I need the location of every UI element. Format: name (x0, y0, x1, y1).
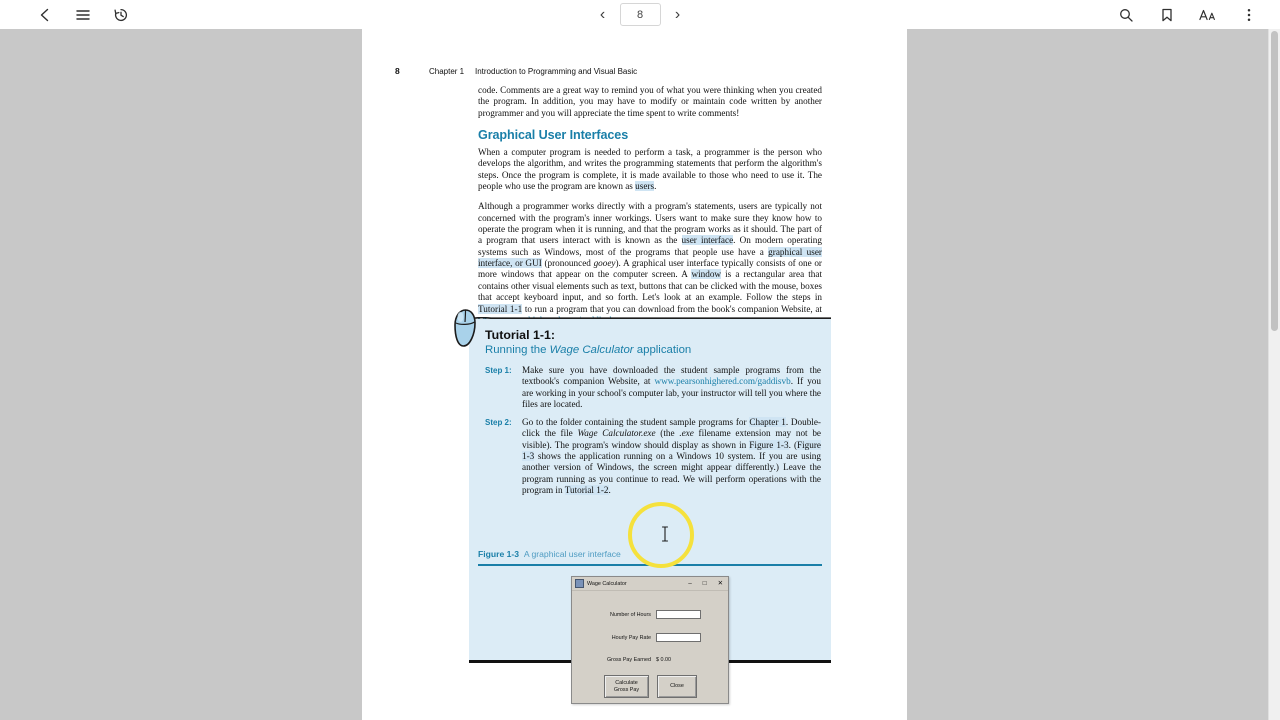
p1-text-2: . (654, 181, 657, 192)
tutorial-content (485, 328, 821, 503)
number-of-hours-input[interactable] (656, 610, 701, 619)
running-head-page-number: 8 (395, 66, 400, 76)
tutorial-subtitle-app-name: Wage Calculator (549, 344, 634, 356)
page-section-heading: Graphical User Interfaces (478, 128, 629, 143)
hourly-pay-rate-input[interactable] (656, 633, 701, 642)
step-1-text (522, 365, 821, 410)
running-head-title: Introduction to Programming and Visual Basic (475, 67, 638, 76)
search-icon[interactable] (1117, 6, 1135, 24)
p2-highlight-gui[interactable]: graphical user interface, or GUI (478, 246, 822, 269)
bookmark-icon[interactable] (1158, 6, 1176, 24)
running-head (395, 61, 875, 79)
app-window-icon (575, 579, 584, 588)
step-2-text-5: . ( (788, 439, 798, 450)
number-of-hours-row (585, 610, 701, 619)
p2-highlight-user-interface[interactable]: user interface (681, 235, 734, 246)
gross-pay-earned-value: $ 0.00 (656, 657, 671, 663)
step-2-text-2: . Double-click the file (522, 417, 821, 439)
scrollbar-thumb[interactable] (1271, 31, 1278, 331)
step-2-text-4: filename extension may not be visible). The program's window should display as shown in (522, 428, 821, 450)
figure-caption (478, 549, 822, 559)
step-2-highlight-chapter-1[interactable]: Chapter 1 (749, 417, 786, 428)
p2-highlight-tutorial-1-1[interactable]: Tutorial 1-1 (478, 303, 523, 314)
text-size-icon[interactable] (1199, 6, 1217, 24)
tutorial-step-2 (485, 417, 821, 496)
toolbar-right-group (1117, 0, 1258, 29)
hourly-pay-rate-label: Hourly Pay Rate (611, 634, 651, 641)
tutorial-subtitle-post: application (633, 344, 692, 356)
window-controls (688, 581, 728, 587)
paragraph-2 (478, 201, 822, 326)
document-viewport[interactable] (0, 29, 1280, 720)
number-of-hours-label: Number of Hours (609, 611, 651, 618)
step-1-label: Step 1: (485, 365, 512, 375)
paragraph-1 (478, 147, 822, 192)
figure-caption-text: A graphical user interface (523, 549, 621, 559)
step-2-label: Step 2: (485, 417, 512, 427)
step-2-italic-exe-ext: .exe (679, 428, 694, 439)
page-navigation (0, 0, 1280, 29)
hourly-pay-rate-row (585, 633, 701, 642)
step-2-highlight-figure-1-3-b[interactable]: Figure 1-3 (522, 439, 822, 462)
text-column (478, 85, 822, 335)
mouse-icon (450, 308, 480, 350)
step-2-text-7: . (608, 484, 611, 495)
step-1-text-2: . If you are working in your school's computer lab, your instructor will tell you where the files are located. (522, 376, 821, 409)
p2-text-2: . On modern operating systems such as Windows, most of the programs that people use have a (478, 235, 822, 257)
step-2-text-1: Go to the folder containing the student sample programs for (522, 417, 750, 428)
paragraph-continued-text: code. Comments are a great way to remind you of what you were thinking when you created the program. In addition, you may have to modify or maintain code written by another programmer and you will appreciate the time spent to write comments! (478, 85, 822, 118)
tutorial-subtitle-pre: Running the (485, 344, 550, 356)
running-head-chapter: Chapter 1 (429, 67, 465, 76)
previous-page-button[interactable]: ‹ (599, 5, 606, 23)
gross-pay-earned-label: Gross Pay Earned (606, 657, 651, 663)
figure-rule (478, 564, 822, 566)
step-2-text (522, 417, 821, 496)
wage-calculator-window[interactable] (571, 576, 729, 704)
app-toolbar (0, 0, 1280, 30)
page-number-input[interactable]: 8 (620, 3, 661, 26)
step-2-text-6: shows the application running on a Windows 10 system. If you are using another version of Windows, the screen might appear differently.) Leave the program running as you continue to read. We will perform operations with the program in (522, 451, 821, 495)
p2-text-6: to run a program that you can download from the book's companion Website, at (522, 303, 822, 314)
step-2-highlight-tutorial-1-2[interactable]: Tutorial 1-2 (564, 484, 609, 495)
figure-label: Figure 1-3 (478, 549, 520, 559)
maximize-button[interactable]: □ (702, 579, 707, 587)
p1-text-1: When a computer program is needed to perform a task, a programmer is the person who develops the algorithm, and writes the programming statements that perform the algorithm's steps. Once the program is complete, it is made available to those who need to use it. The people who use the program are known as (478, 147, 822, 192)
p2-text-5: is a rectangular area that contains other visual elements such as text, buttons that can be clicked with the mouse, boxes that accept keyboard input, and so forth. Let's look at an example. Follow the steps in (478, 269, 822, 303)
step-2-italic-exe-file: Wage Calculator.exe (577, 428, 656, 439)
step-2-text-3: (the (655, 428, 680, 439)
tutorial-step-1 (485, 365, 821, 410)
tutorial-box (469, 319, 831, 693)
close-app-button[interactable]: Close (657, 675, 697, 698)
p2-italic-gooey: gooey (593, 258, 616, 269)
p1-highlight-users[interactable]: users (635, 181, 655, 192)
p2-text-3: (pronounced (541, 258, 594, 269)
step-1-text-1: Make sure you have downloaded the student sample programs from the textbook's companion Website, at (522, 365, 821, 387)
step-1-link-website[interactable]: www.pearsonhighered.com/gaddisvb (654, 376, 791, 387)
gross-pay-row (585, 657, 671, 663)
tutorial-subtitle (485, 344, 821, 356)
vertical-scrollbar[interactable] (1268, 29, 1280, 720)
paragraph-continued (478, 85, 822, 119)
step-2-highlight-figure-1-3-a[interactable]: Figure 1-3 (749, 439, 789, 450)
book-page (362, 29, 907, 720)
app-window-body (572, 591, 728, 704)
calculate-button-line-2: Gross Pay (613, 686, 640, 693)
minimize-button[interactable]: – (688, 579, 692, 587)
more-options-icon[interactable] (1240, 6, 1258, 24)
app-title-bar (572, 577, 728, 591)
calculate-gross-pay-button[interactable] (604, 675, 649, 698)
p2-text-1: Although a programmer works directly with a program's statements, users are typically not concerned with the program's inner workings. Users want to make sure they know how to operate the program when it is running, and that the program works as it should. The part of a program that users interact with is known as the (478, 201, 822, 246)
p2-highlight-window[interactable]: window (691, 269, 722, 280)
next-page-button[interactable]: › (674, 5, 681, 23)
close-window-button[interactable]: ✕ (717, 579, 723, 587)
p2-text-4: ). A graphical user interface typically consists of one or more windows that appear on the computer screen. A (478, 258, 822, 280)
tutorial-title: Tutorial 1-1: (485, 328, 555, 342)
calculate-button-line-1: Calculate (615, 680, 638, 686)
app-window-title: Wage Calculator (587, 580, 627, 587)
